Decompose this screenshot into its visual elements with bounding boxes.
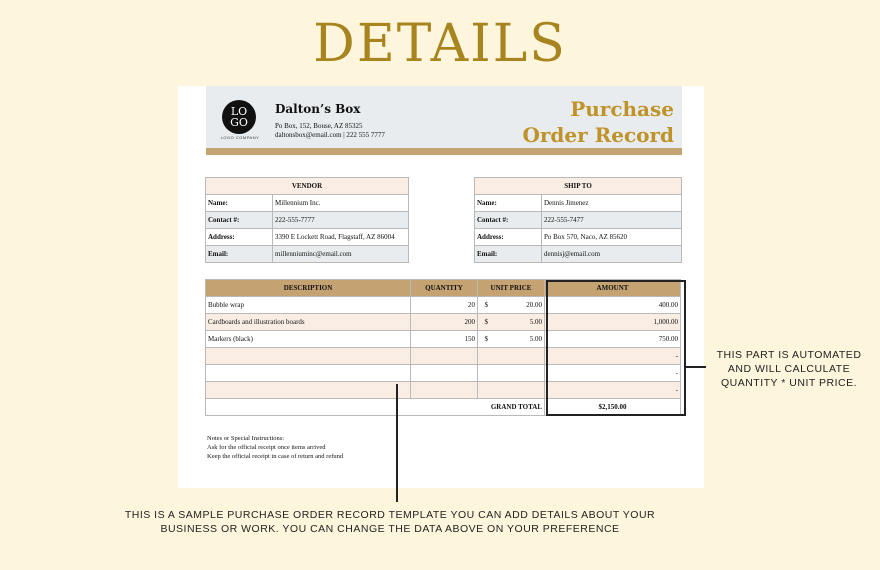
amount-highlight-box <box>546 280 686 416</box>
notes-heading: Notes or Special Instructions: <box>207 435 285 442</box>
item-description <box>206 348 411 365</box>
ship-to-label: Email: <box>475 246 542 263</box>
header-divider <box>206 148 682 155</box>
notes-section <box>207 434 343 461</box>
vendor-label: Name: <box>206 195 273 212</box>
item-description: Cardboards and illustration boards <box>206 314 411 331</box>
item-quantity <box>411 348 478 365</box>
vendor-label: Email: <box>206 246 273 263</box>
ship-to-label: Contact #: <box>475 212 542 229</box>
currency-symbol: $ <box>484 318 488 326</box>
vendor-value: millenniuminc@email.com <box>273 246 409 263</box>
ship-to-heading: SHIP TO <box>475 178 682 195</box>
item-description <box>206 382 411 399</box>
document-title-line1: Purchase <box>570 97 674 121</box>
item-amount: - <box>545 365 681 382</box>
ship-to-label: Name: <box>475 195 542 212</box>
description-header: DESCRIPTION <box>206 280 411 297</box>
ship-to-value: Po Box 570, Naco, AZ 85620 <box>542 229 682 246</box>
item-quantity: 150 <box>411 331 478 348</box>
ship-to-value: Dennis Jimenez <box>542 195 682 212</box>
document-title <box>522 96 674 148</box>
amount-annotation: THIS PART IS AUTOMATED AND WILL CALCULATE QUANTITY * UNIT PRICE. <box>716 349 862 389</box>
unit-price-header: UNIT PRICE <box>478 280 545 297</box>
amount-header: AMOUNT <box>545 280 681 297</box>
item-quantity: 200 <box>411 314 478 331</box>
currency-symbol: $ <box>484 335 488 343</box>
company-logo <box>222 100 256 134</box>
notes-line: Keep the official receipt in case of return and refund <box>207 453 344 460</box>
quantity-header: QUANTITY <box>411 280 478 297</box>
item-amount: 1,000.00 <box>545 314 681 331</box>
notes-line: Ask for the official receipt once items arrived <box>207 444 326 451</box>
item-amount: 400.00 <box>545 297 681 314</box>
vendor-value: 3390 E Lockett Road, Flagstaff, AZ 86004 <box>273 229 409 246</box>
company-contact: daltonsbox@email.com | 222 555 7777 <box>275 131 385 139</box>
vendor-label: Address: <box>206 229 273 246</box>
ship-to-label: Address: <box>475 229 542 246</box>
item-description: Markers (black) <box>206 331 411 348</box>
company-name: Dalton’s Box <box>275 102 361 116</box>
document-title-line2: Order Record <box>522 123 674 147</box>
template-annotation: THIS IS A SAMPLE PURCHASE ORDER RECORD TEMPLATE YOU CAN ADD DETAILS ABOUT YOUR BUSINESS OR WORK. YOU CAN CHANGE THE DATA ABOVE ON YOUR PREFERENCE <box>124 509 656 535</box>
item-quantity <box>411 382 478 399</box>
ship-to-value: dennisj@email.com <box>542 246 682 263</box>
grand-total-value: $2,150.00 <box>545 399 681 416</box>
item-quantity <box>411 365 478 382</box>
item-amount: 750.00 <box>545 331 681 348</box>
item-quantity: 20 <box>411 297 478 314</box>
item-unit-price <box>478 382 545 399</box>
item-unit-price <box>478 348 545 365</box>
item-amount: - <box>545 382 681 399</box>
page-title: DETAILS <box>313 14 567 74</box>
item-unit-price <box>478 365 545 382</box>
item-unit-price: 5.00 <box>529 318 542 326</box>
item-unit-price: 5.00 <box>529 335 542 343</box>
item-unit-price: 20.00 <box>526 301 542 309</box>
vendor-value: 222-555-7777 <box>273 212 409 229</box>
ship-to-value: 222-555-7477 <box>542 212 682 229</box>
item-description: Bubble wrap <box>206 297 411 314</box>
vendor-heading: VENDOR <box>206 178 409 195</box>
grand-total-label: GRAND TOTAL <box>206 399 545 416</box>
amount-callout-line <box>686 366 706 368</box>
template-callout-line <box>396 384 398 502</box>
vendor-label: Contact #: <box>206 212 273 229</box>
item-description <box>206 365 411 382</box>
ship-to-table <box>474 177 682 263</box>
currency-symbol: $ <box>484 301 488 309</box>
logo-subtitle: LOGO COMPANY <box>220 135 260 140</box>
vendor-table <box>205 177 409 263</box>
logo-text: LOGO <box>230 105 248 129</box>
item-amount: - <box>545 348 681 365</box>
vendor-value: Millennium Inc. <box>273 195 409 212</box>
company-address: Po Box, 152, Bouse, AZ 85325 <box>275 122 363 130</box>
